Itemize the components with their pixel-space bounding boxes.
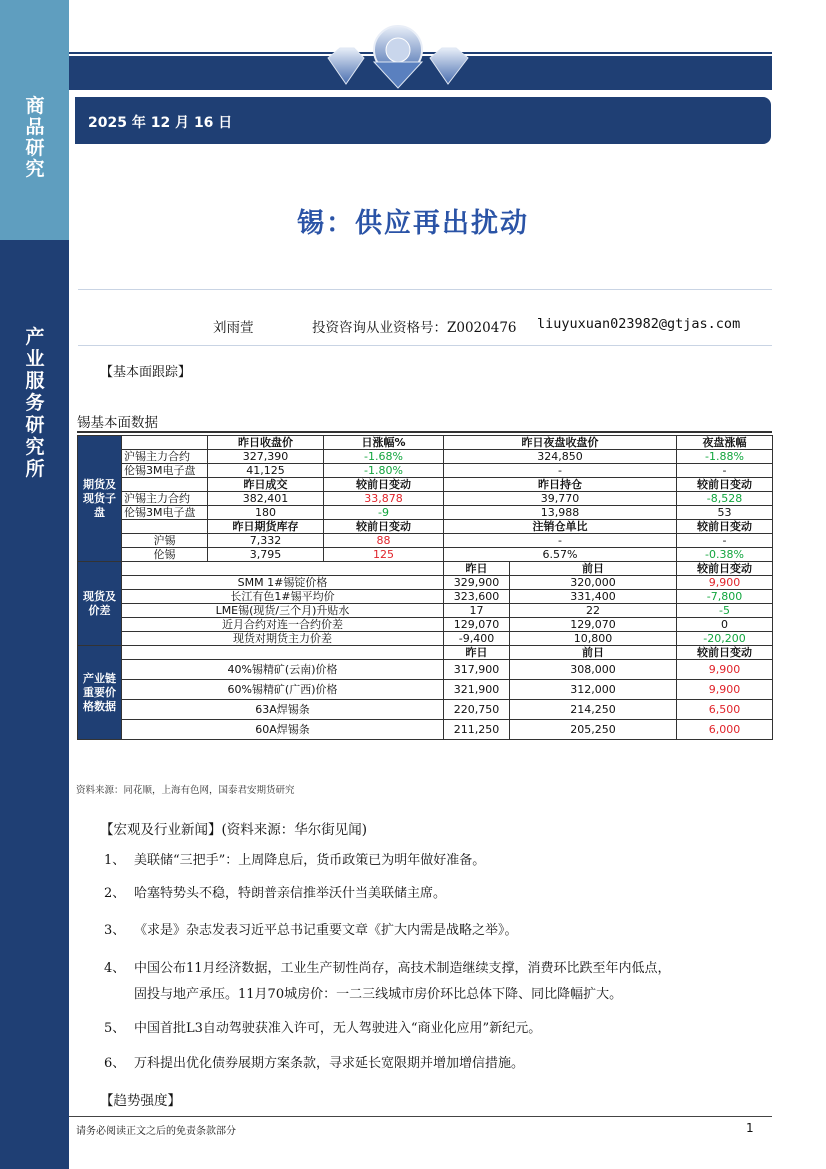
table-top-rule	[77, 431, 772, 433]
col-header: 昨日	[444, 562, 510, 576]
col-header: 昨日成交	[208, 478, 324, 492]
news-item: 2、 哈塞特势头不稳，特朗普亲信推举沃什当美联储主席。	[104, 886, 447, 901]
table-row: 60A焊锡条 211,250 205,250 6,000	[78, 720, 773, 740]
table-row: 长江有色1#锡平均价 323,600 331,400 -7,800	[78, 590, 773, 604]
col-header: 注销仓单比	[444, 520, 677, 534]
col-header: 夜盘涨幅	[677, 436, 773, 450]
page-number: 1	[746, 1121, 754, 1135]
col-header: 较前日变动	[324, 478, 444, 492]
fundamentals-table	[77, 435, 773, 740]
table-row: 现货对期货主力价差 -9,400 10,800 -20,200	[78, 632, 773, 646]
news-item: 4、 中国公布11月经济数据，工业生产韧性尚存，高技术制造继续支撑，消费环比跌至年内低点， 固投与地产承压。11月70城房价：一二三线城市房价环比总体下降、同比降幅扩大。	[104, 961, 671, 1002]
section-fundamentals: 【基本面跟踪】	[100, 365, 192, 380]
table-row: 近月合约对连一合约价差 129,070 129,070 0	[78, 618, 773, 632]
diamond-logo-icon	[318, 18, 478, 90]
col-header: 较前日变动	[677, 520, 773, 534]
col-header: 昨日持仓	[444, 478, 677, 492]
divider	[78, 345, 772, 346]
author-name: 刘雨萱	[213, 320, 254, 336]
col-header: 前日	[510, 646, 677, 660]
page-title: 锡：供应再出扰动	[297, 208, 529, 239]
sidebar-bottom-panel	[0, 240, 69, 1169]
news-item: 6、 万科提出优化债券展期方案条款，寻求延长宽限期并增加增信措施。	[104, 1056, 525, 1071]
table-row	[78, 436, 773, 450]
side-label-spot: 现货及价差	[78, 562, 122, 646]
col-header: 昨日收盘价	[208, 436, 324, 450]
news-item: 1、 美联储“三把手”：上周降息后，货币政策已为明年做好准备。	[104, 853, 486, 868]
footer-disclaimer: 请务必阅读正文之后的免责条款部分	[76, 1126, 236, 1137]
col-header: 较前日变动	[677, 562, 773, 576]
table-caption: 锡基本面数据	[77, 415, 158, 431]
table-row: 伦锡 3,795 125 6.57% -0.38%	[78, 548, 773, 562]
col-header: 较前日变动	[677, 646, 773, 660]
table-row	[78, 646, 773, 660]
sidebar-category: 商 品 研 究	[25, 95, 45, 180]
section-trend: 【趋势强度】	[100, 1093, 181, 1109]
divider	[78, 289, 772, 290]
table-row: LME锡(现货/三个月)升贴水 17 22 -5	[78, 604, 773, 618]
table-row: 伦锡3M电子盘 41,125 -1.80% - -	[78, 464, 773, 478]
side-label-futures: 期货及现货子盘	[78, 436, 122, 562]
side-label-chain: 产业链重要价格数据	[78, 646, 122, 740]
col-header: 较前日变动	[324, 520, 444, 534]
report-date: 2025 年 12 月 16 日	[88, 115, 233, 131]
news-item: 3、 《求是》杂志发表习近平总书记重要文章《扩大内需是战略之举》。	[104, 923, 518, 938]
table-row	[78, 520, 773, 534]
table-row: 沪锡主力合约 382,401 33,878 39,770 -8,528	[78, 492, 773, 506]
col-header: 昨日	[444, 646, 510, 660]
table-row: 沪锡主力合约 327,390 -1.68% 324,850 -1.88%	[78, 450, 773, 464]
table-row: 40%锡精矿(云南)价格 317,900 308,000 9,900	[78, 660, 773, 680]
col-header: 昨日期货库存	[208, 520, 324, 534]
table-row: 伦锡3M电子盘 180 -9 13,988 53	[78, 506, 773, 520]
table-row: SMM 1#锡锭价格 329,900 320,000 9,900	[78, 576, 773, 590]
col-header: 较前日变动	[677, 478, 773, 492]
section-news: 【宏观及行业新闻】(资料来源：华尔街见闻)	[100, 822, 368, 838]
table-row	[78, 478, 773, 492]
table-row	[78, 562, 773, 576]
table-row: 沪锡 7,332 88 - -	[78, 534, 773, 548]
col-header: 昨日夜盘收盘价	[444, 436, 677, 450]
author-email[interactable]: liuyuxuan023982@gtjas.com	[537, 316, 741, 332]
footer-rule	[69, 1116, 772, 1117]
data-source-note: 资料来源：同花顺，上海有色网，国泰君安期货研究	[76, 785, 295, 796]
table-row: 60%锡精矿(广西)价格 321,900 312,000 9,900	[78, 680, 773, 700]
news-item: 5、 中国首批L3自动驾驶获准入许可，无人驾驶进入“商业化应用”新纪元。	[104, 1021, 542, 1036]
sidebar-department: 产 业 服 务 研 究 所	[25, 326, 45, 480]
cert-number: 投资咨询从业资格号：Z0020476	[312, 320, 517, 336]
col-header: 日涨幅%	[324, 436, 444, 450]
table-row: 63A焊锡条 220,750 214,250 6,500	[78, 700, 773, 720]
col-header: 前日	[510, 562, 677, 576]
